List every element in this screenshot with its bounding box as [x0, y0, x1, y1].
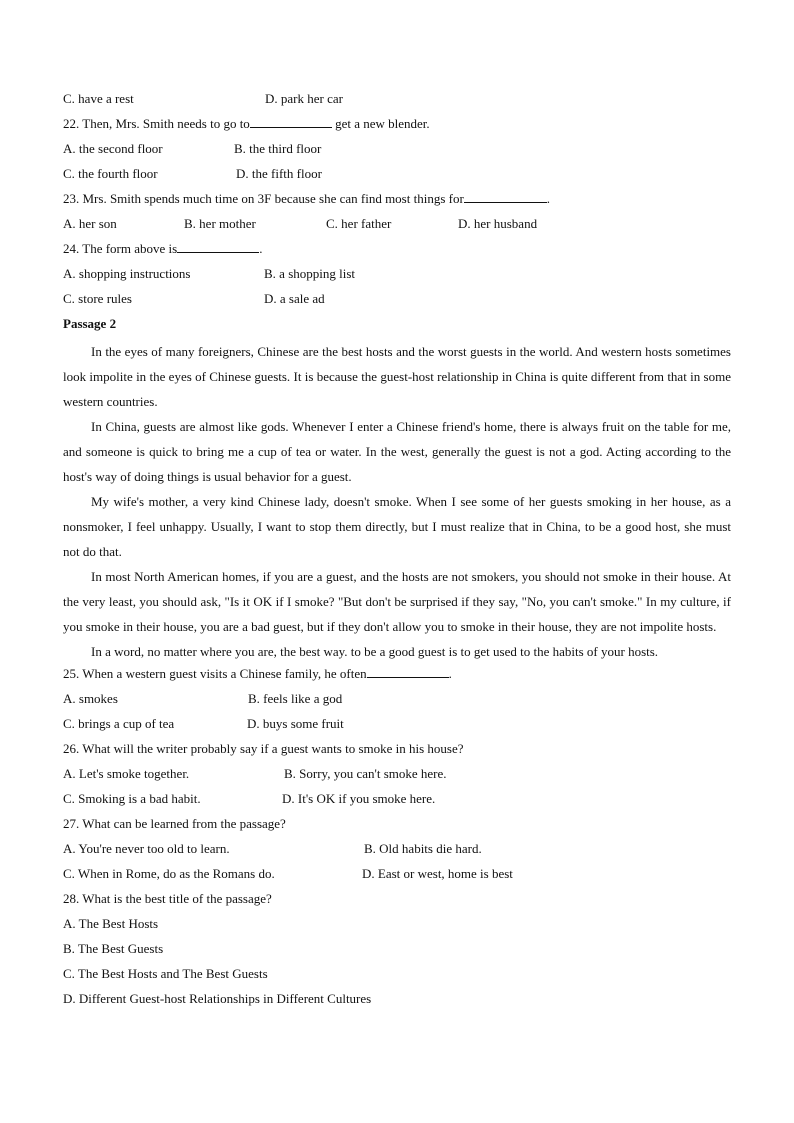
q24-option-c[interactable]: C. store rules: [63, 291, 132, 306]
q25-stem-tail: .: [448, 666, 452, 681]
q26-options-ab: [63, 764, 731, 789]
q27-option-b[interactable]: B. Old habits die hard.: [364, 841, 482, 856]
q22-options-ab: [63, 139, 731, 164]
q25-option-c[interactable]: C. brings a cup of tea: [63, 716, 175, 731]
worksheet-page: [63, 89, 731, 1014]
q25-answer-blank[interactable]: [367, 664, 449, 678]
q24-stem-text: 24. The form above is: [63, 241, 178, 256]
q23-option-d[interactable]: D. her husband: [458, 216, 538, 231]
q23-stem-text: 23. Mrs. Smith spends much time on 3F because she can find most things for: [63, 191, 464, 206]
q28-option-c[interactable]: C. The Best Hosts and The Best Guests: [63, 966, 268, 981]
passage-paragraph: In China, guests are almost like gods. Whenever I enter a Chinese friend's home, there is always fruit on the table for me, and someone is quick to bring me a cup of tea or water. In the west, generally the guest is not a god. Acting according to the host's way of doing things is usual behavior for a guest.: [63, 419, 731, 484]
q24-options-cd: [63, 289, 731, 314]
q28-option-a[interactable]: A. The Best Hosts: [63, 916, 159, 931]
q26-stem: 26. What will the writer probably say if a guest wants to smoke in his house?: [63, 741, 464, 756]
q24-option-b[interactable]: B. a shopping list: [264, 266, 356, 281]
q24-stem: [63, 239, 731, 264]
q22-stem-tail: get a new blender.: [331, 116, 430, 131]
q26-option-a[interactable]: A. Let's smoke together.: [63, 766, 190, 781]
passage-paragraph: In a word, no matter where you are, the best way. to be a good guest is to get used to the habits of your hosts.: [91, 644, 659, 659]
q22-option-a[interactable]: A. the second floor: [63, 141, 163, 156]
q24-answer-blank[interactable]: [177, 239, 259, 253]
passage-paragraph: In the eyes of many foreigners, Chinese are the best hosts and the worst guests in the world. And western hosts sometimes look impolite in the eyes of Chinese guests. It is because the guest-host relationship in China is quite different from that in some western countries.: [63, 344, 731, 409]
q27-option-c[interactable]: C. When in Rome, do as the Romans do.: [63, 866, 275, 881]
q24-options-ab: [63, 264, 731, 289]
passage-title: Passage 2: [63, 316, 117, 331]
q26-option-d[interactable]: D. It's OK if you smoke here.: [282, 791, 436, 806]
q22-option-d[interactable]: D. the fifth floor: [236, 166, 322, 181]
passage-paragraph: My wife's mother, a very kind Chinese lady, doesn't smoke. When I see some of her guests smoking in her house, as a nonsmoker, I feel unhappy. Usually, I want to stop them directly, but I must realize that in China, to be a good host, she must not do that.: [63, 494, 731, 559]
q25-option-a[interactable]: A. smokes: [63, 691, 118, 706]
q27-options-cd: [63, 864, 731, 889]
q23-stem-tail: .: [546, 191, 551, 206]
q27-option-d[interactable]: D. East or west, home is best: [362, 866, 513, 881]
q22-answer-blank[interactable]: [250, 114, 332, 128]
passage-paragraph: In most North American homes, if you are a guest, and the hosts are not smokers, you should not smoke in their house. At the very least, you should ask, "Is it OK if I smoke? "But don't be surprised if they say, "No, you can't smoke." In my culture, if you smoke in their house, you are a bad guest, but if they don't allow you to smoke in their house, they are not impolite hosts.: [63, 569, 731, 634]
q23-options: [63, 214, 731, 239]
q22-option-c[interactable]: C. the fourth floor: [63, 166, 158, 181]
q25-option-b[interactable]: B. feels like a god: [248, 691, 343, 706]
q21-option-c[interactable]: C. have a rest: [63, 91, 134, 106]
q27-options-ab: [63, 839, 731, 864]
q24-stem-tail: .: [259, 241, 263, 256]
q25-stem: [63, 664, 731, 689]
q25-options-ab: [63, 689, 731, 714]
q25-stem-text: 25. When a western guest visits a Chinese family, he often: [63, 666, 367, 681]
q21-options-cd: [63, 89, 731, 114]
q25-options-cd: [63, 714, 731, 739]
q24-option-a[interactable]: A. shopping instructions: [63, 266, 191, 281]
q27-option-a[interactable]: A. You're never too old to learn.: [63, 841, 230, 856]
q23-stem: [63, 189, 731, 214]
q22-option-b[interactable]: B. the third floor: [234, 141, 322, 156]
q23-answer-blank[interactable]: [464, 189, 547, 203]
q22-options-cd: [63, 164, 731, 189]
q26-option-b[interactable]: B. Sorry, you can't smoke here.: [284, 766, 447, 781]
q21-option-d[interactable]: D. park her car: [265, 91, 343, 106]
q28-option-b[interactable]: B. The Best Guests: [63, 941, 164, 956]
q25-option-d[interactable]: D. buys some fruit: [247, 716, 344, 731]
q28-option-d[interactable]: D. Different Guest-host Relationships in Different Cultures: [63, 991, 372, 1006]
q27-stem: 27. What can be learned from the passage?: [63, 816, 286, 831]
q24-option-d[interactable]: D. a sale ad: [264, 291, 325, 306]
q22-stem-text: 22. Then, Mrs. Smith needs to go to: [63, 116, 250, 131]
q26-options-cd: [63, 789, 731, 814]
q23-option-c[interactable]: C. her father: [326, 216, 392, 231]
q26-option-c[interactable]: C. Smoking is a bad habit.: [63, 791, 201, 806]
q23-option-a[interactable]: A. her son: [63, 216, 117, 231]
q28-stem: 28. What is the best title of the passage?: [63, 891, 272, 906]
q23-option-b[interactable]: B. her mother: [184, 216, 256, 231]
q22-stem: [63, 114, 731, 139]
